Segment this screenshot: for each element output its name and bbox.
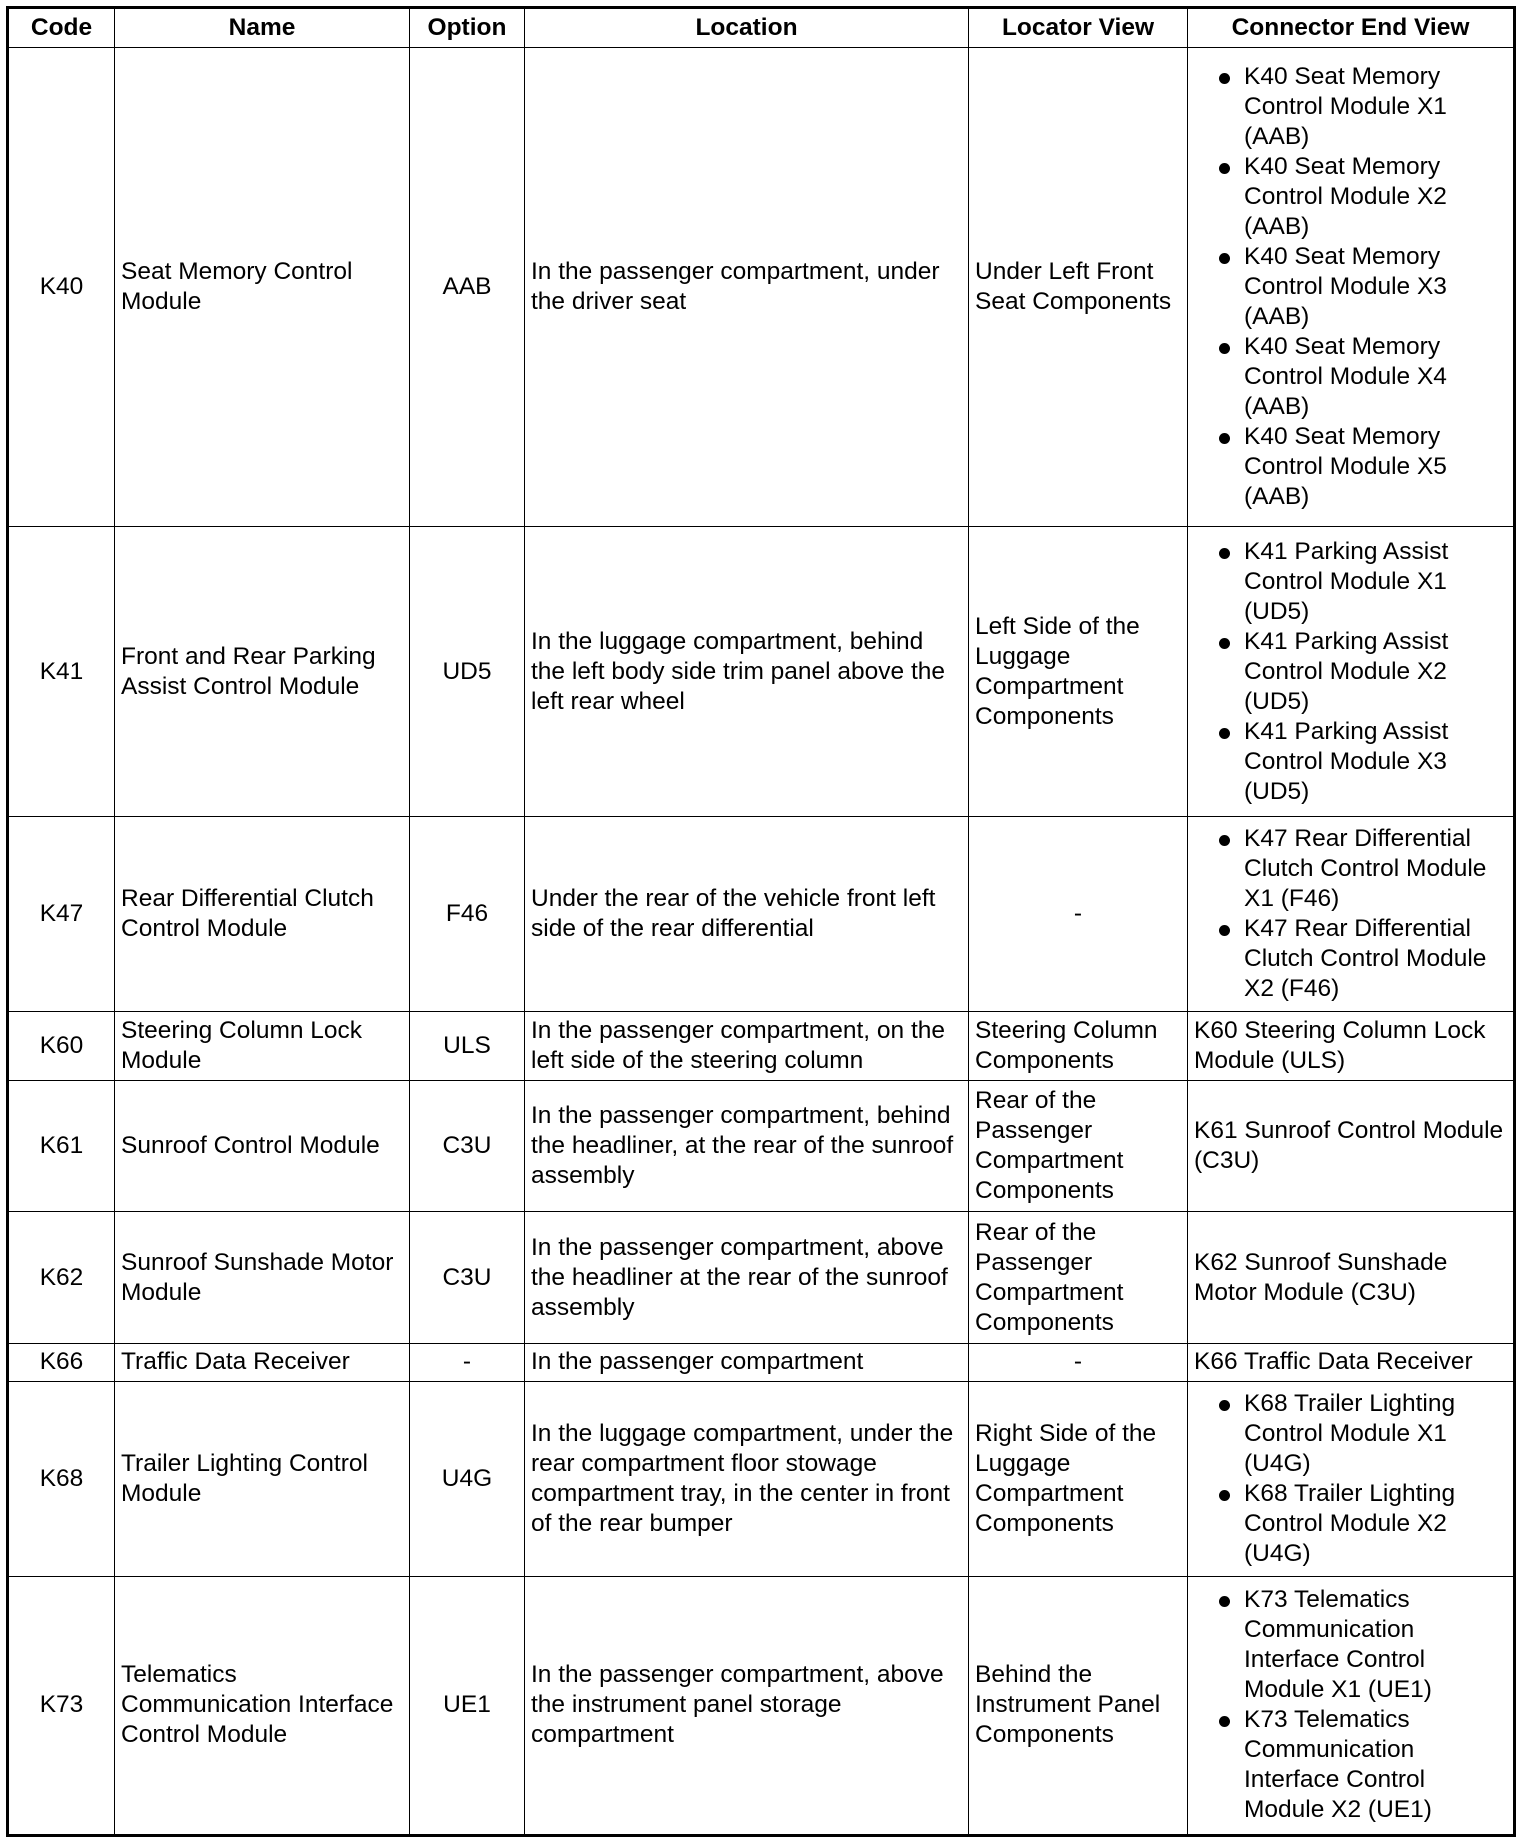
cell-option: UD5: [410, 527, 525, 817]
connector-list: [1194, 62, 1507, 512]
connector-list-item: K40 Seat Memory Control Module X5 (AAB): [1194, 422, 1507, 512]
header-row: [8, 8, 1515, 48]
cell-connector-end-view: K62 Sunroof Sunshade Motor Module (C3U): [1188, 1212, 1515, 1344]
connector-list-item: K47 Rear Differential Clutch Control Module X1 (F46): [1194, 824, 1507, 914]
connector-list: [1194, 537, 1507, 807]
cell-locator-view: -: [969, 1343, 1188, 1381]
table-row: [8, 1343, 1515, 1381]
cell-location: In the passenger compartment: [525, 1343, 969, 1381]
connector-list: [1194, 1585, 1507, 1825]
cell-option: C3U: [410, 1080, 525, 1212]
connector-list-item: K73 Telematics Communication Interface Control Module X1 (UE1): [1194, 1585, 1507, 1705]
cell-location: In the passenger compartment, above the instrument panel storage compartment: [525, 1576, 969, 1835]
cell-option: UE1: [410, 1576, 525, 1835]
cell-connector-end-view: [1188, 527, 1515, 817]
cell-code: K47: [8, 817, 115, 1012]
component-locator-table: [6, 6, 1516, 1837]
table-row: [8, 48, 1515, 527]
cell-name: Front and Rear Parking Assist Control Module: [115, 527, 410, 817]
table-row: [8, 1381, 1515, 1576]
cell-name: Seat Memory Control Module: [115, 48, 410, 527]
cell-name: Trailer Lighting Control Module: [115, 1381, 410, 1576]
connector-list-item: K40 Seat Memory Control Module X1 (AAB): [1194, 62, 1507, 152]
cell-locator-view: Right Side of the Luggage Compartment Components: [969, 1381, 1188, 1576]
cell-connector-end-view: K60 Steering Column Lock Module (ULS): [1188, 1012, 1515, 1080]
table-body: [8, 48, 1515, 1836]
cell-name: Telematics Communication Interface Control Module: [115, 1576, 410, 1835]
cell-option: ULS: [410, 1012, 525, 1080]
cell-location: In the passenger compartment, on the left side of the steering column: [525, 1012, 969, 1080]
connector-list-item: K47 Rear Differential Clutch Control Module X2 (F46): [1194, 914, 1507, 1004]
cell-location: In the passenger compartment, behind the headliner, at the rear of the sunroof assembly: [525, 1080, 969, 1212]
table-row: [8, 527, 1515, 817]
cell-locator-view: Left Side of the Luggage Compartment Components: [969, 527, 1188, 817]
connector-list-item: K41 Parking Assist Control Module X2 (UD5): [1194, 627, 1507, 717]
cell-name: Rear Differential Clutch Control Module: [115, 817, 410, 1012]
table-row: [8, 1576, 1515, 1835]
cell-code: K41: [8, 527, 115, 817]
cell-name: Sunroof Control Module: [115, 1080, 410, 1212]
header-code: Code: [8, 8, 115, 48]
cell-option: U4G: [410, 1381, 525, 1576]
header-location: Location: [525, 8, 969, 48]
header-locator-view: Locator View: [969, 8, 1188, 48]
table-row: [8, 1080, 1515, 1212]
connector-list-item: K41 Parking Assist Control Module X3 (UD5): [1194, 717, 1507, 807]
connector-list-item: K40 Seat Memory Control Module X4 (AAB): [1194, 332, 1507, 422]
cell-connector-end-view: [1188, 48, 1515, 527]
header-connector-end-view: Connector End View: [1188, 8, 1515, 48]
table-row: [8, 1212, 1515, 1344]
header-name: Name: [115, 8, 410, 48]
connector-list-item: K68 Trailer Lighting Control Module X2 (U4G): [1194, 1479, 1507, 1569]
cell-location: In the passenger compartment, under the driver seat: [525, 48, 969, 527]
table-row: [8, 1012, 1515, 1080]
connector-list: [1194, 824, 1507, 1004]
cell-name: Traffic Data Receiver: [115, 1343, 410, 1381]
cell-option: -: [410, 1343, 525, 1381]
cell-locator-view: Behind the Instrument Panel Components: [969, 1576, 1188, 1835]
cell-connector-end-view: K61 Sunroof Control Module (C3U): [1188, 1080, 1515, 1212]
cell-locator-view: Rear of the Passenger Compartment Components: [969, 1080, 1188, 1212]
cell-locator-view: Steering Column Components: [969, 1012, 1188, 1080]
cell-location: In the passenger compartment, above the headliner at the rear of the sunroof assembly: [525, 1212, 969, 1344]
cell-connector-end-view: [1188, 1381, 1515, 1576]
cell-code: K68: [8, 1381, 115, 1576]
cell-locator-view: Rear of the Passenger Compartment Components: [969, 1212, 1188, 1344]
cell-option: AAB: [410, 48, 525, 527]
cell-name: Sunroof Sunshade Motor Module: [115, 1212, 410, 1344]
cell-connector-end-view: K66 Traffic Data Receiver: [1188, 1343, 1515, 1381]
cell-locator-view: -: [969, 817, 1188, 1012]
cell-location: In the luggage compartment, under the rear compartment floor stowage compartment tray, in the center in front of the rear bumper: [525, 1381, 969, 1576]
cell-code: K66: [8, 1343, 115, 1381]
cell-location: In the luggage compartment, behind the left body side trim panel above the left rear wheel: [525, 527, 969, 817]
connector-list-item: K40 Seat Memory Control Module X3 (AAB): [1194, 242, 1507, 332]
cell-name: Steering Column Lock Module: [115, 1012, 410, 1080]
connector-list-item: K68 Trailer Lighting Control Module X1 (U4G): [1194, 1389, 1507, 1479]
cell-connector-end-view: [1188, 1576, 1515, 1835]
connector-list-item: K41 Parking Assist Control Module X1 (UD5): [1194, 537, 1507, 627]
cell-code: K61: [8, 1080, 115, 1212]
connector-list-item: K40 Seat Memory Control Module X2 (AAB): [1194, 152, 1507, 242]
cell-connector-end-view: [1188, 817, 1515, 1012]
cell-code: K40: [8, 48, 115, 527]
connector-list-item: K73 Telematics Communication Interface Control Module X2 (UE1): [1194, 1705, 1507, 1825]
cell-code: K62: [8, 1212, 115, 1344]
connector-list: [1194, 1389, 1507, 1569]
cell-code: K60: [8, 1012, 115, 1080]
cell-locator-view: Under Left Front Seat Components: [969, 48, 1188, 527]
cell-option: C3U: [410, 1212, 525, 1344]
cell-option: F46: [410, 817, 525, 1012]
cell-location: Under the rear of the vehicle front left side of the rear differential: [525, 817, 969, 1012]
header-option: Option: [410, 8, 525, 48]
table-row: [8, 817, 1515, 1012]
cell-code: K73: [8, 1576, 115, 1835]
